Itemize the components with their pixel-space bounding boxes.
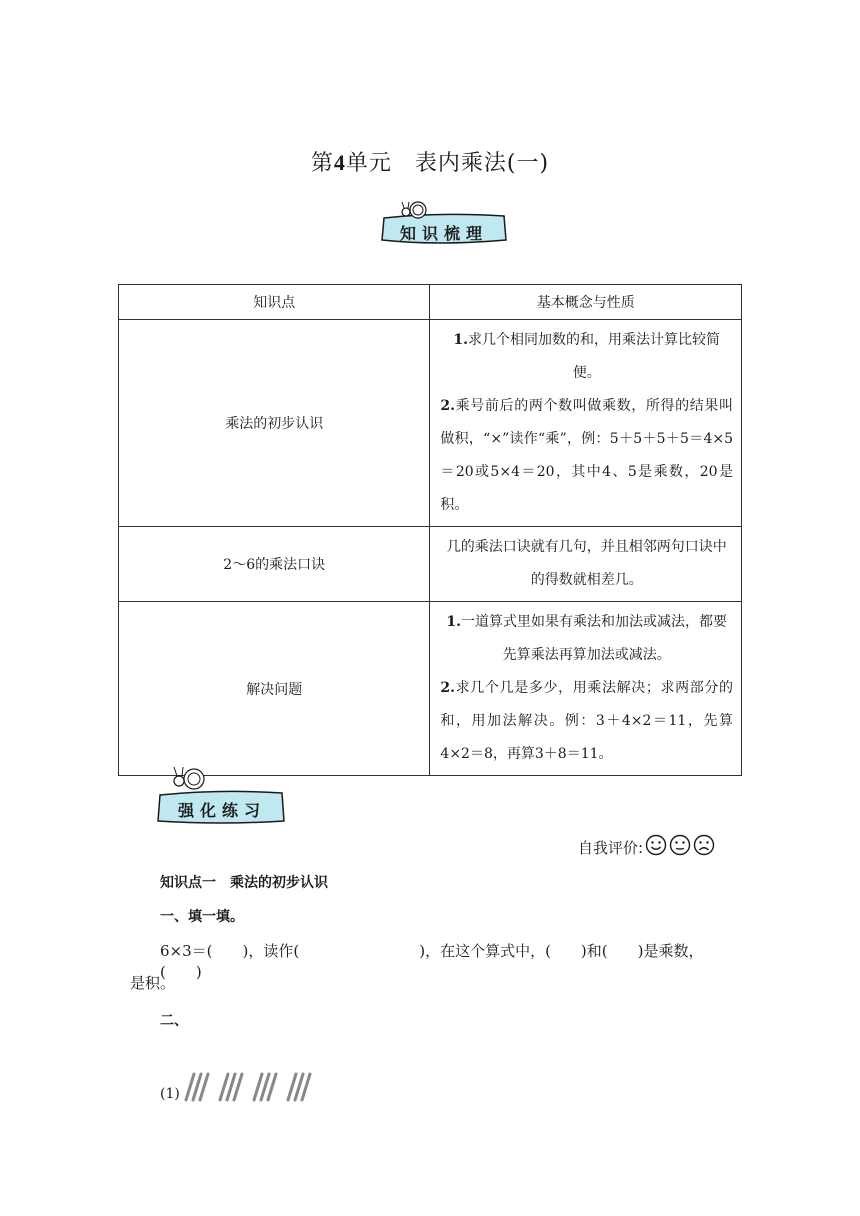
table-header-topic: 知识点 — [119, 285, 430, 320]
question-one-line-end: 是积。 — [130, 974, 176, 992]
row-concept: 1.一道算式里如果有乘法和加法或减法，都要先算乘法再算加法或减法。 2.求几个几是多少，用乘法解决；求两部分的和，用加法解决。例：3＋4×2＝11，先算4×2＝8，再算3＋8＝11。 — [440, 614, 733, 762]
question-one-title: 一、填一填。 — [160, 909, 244, 925]
table-row — [119, 527, 742, 602]
row-topic: 乘法的初步认识 — [119, 320, 430, 527]
self-evaluation — [578, 834, 715, 860]
neutral-face-icon[interactable] — [669, 834, 691, 860]
question-two-title: 二、 — [160, 1013, 188, 1029]
question-two-sub-label: (1) — [160, 1086, 180, 1102]
knowledge-point-heading: 知识点一 乘法的初步认识 — [160, 875, 328, 891]
table-row — [119, 320, 742, 527]
knowledge-review-banner — [378, 200, 510, 250]
banner-review-label: 知识梳理 — [399, 224, 488, 243]
banner-practice-label: 强化练习 — [177, 801, 266, 820]
happy-face-icon[interactable] — [645, 834, 667, 860]
table-header-concept: 基本概念与性质 — [430, 285, 742, 320]
row-concept: 1.求几个相同加数的和，用乘法计算比较简便。 2.乘号前后的两个数叫做乘数，所得的结果叫做积，“×”读作“乘”，例：5＋5＋5＋5＝4×5＝20或5×4＝20，其中4、5是乘数，20是积。 — [440, 332, 733, 513]
table-header-row — [119, 285, 742, 320]
page-title: 第4单元 表内乘法(一) — [310, 150, 550, 176]
knowledge-table — [118, 284, 742, 776]
row-topic: 2～6的乘法口诀 — [119, 527, 430, 602]
sad-face-icon[interactable] — [693, 834, 715, 860]
practice-banner — [154, 765, 290, 829]
tally-marks-icon — [184, 1070, 318, 1106]
row-concept: 几的乘法口诀就有几句，并且相邻两句口诀中的得数就相差几。 — [446, 539, 727, 588]
table-row — [119, 602, 742, 776]
self-eval-label: 自我评价: — [578, 838, 644, 857]
question-one-line: 6×3＝( )，读作( )，在这个算式中，( )和( )是乘数，( ) — [160, 942, 704, 981]
row-topic: 解决问题 — [119, 602, 430, 776]
